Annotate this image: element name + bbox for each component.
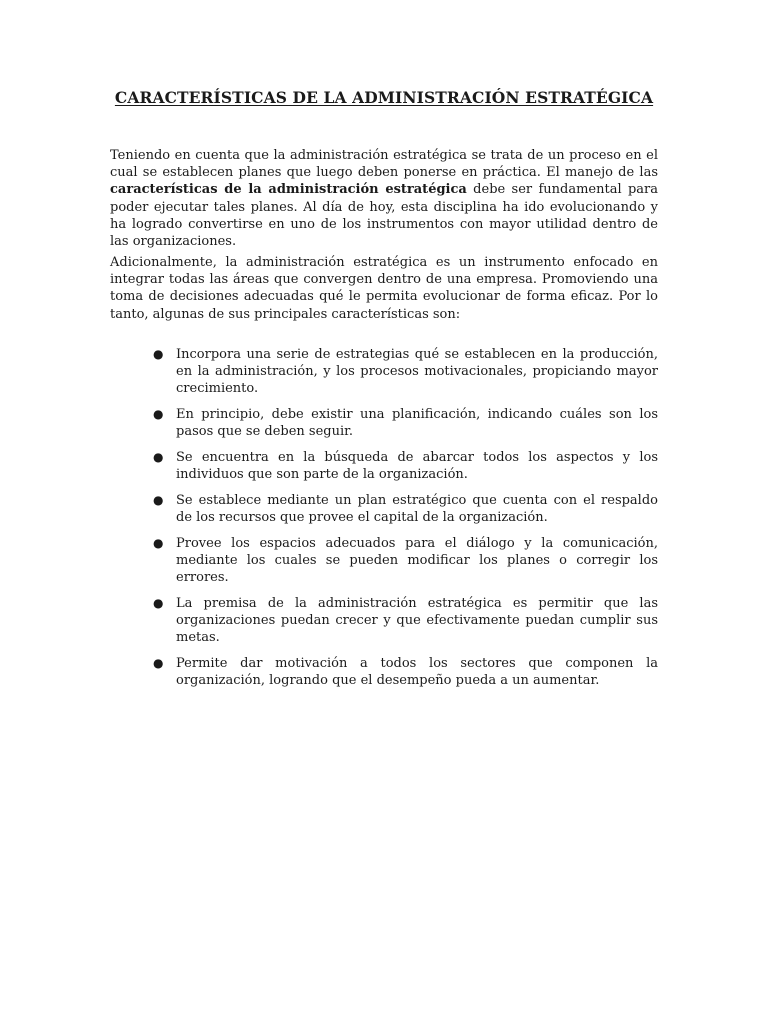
bullet-icon: ●: [153, 656, 164, 671]
list-item-text: Incorpora una serie de estrategias qué se establecen en la producción, en la administración, y los procesos motivacionales, propiciando mayor crecimiento.: [176, 347, 658, 397]
list-item-text: Permite dar motivación a todos los sectores que componen la organización, logrando que el desempeño pueda a un aumentar.: [176, 656, 658, 689]
list-item: [110, 346, 658, 398]
list-item-text: Provee los espacios adecuados para el diálogo y la comunicación, mediante los cuales se pueden modificar los planes o corregir los errores.: [176, 535, 658, 586]
characteristics-list: [110, 346, 658, 698]
intro-text-start: Teniendo en cuenta que la administración estratégica se trata de un proceso en el cual se establecen planes que luego deben ponerse en práctica. El manejo de las: [110, 148, 658, 181]
list-item-text: Se encuentra en la búsqueda de abarcar todos los aspectos y los individuos que son parte de la organización.: [176, 450, 658, 483]
intro-text-end: debe ser fundamental para poder ejecutar tales planes. Al día de hoy, esta disciplina ha ido evolucionando y ha logrado convertirse en uno de los instrumentos con mayor utilidad dentro de las organizaciones.: [110, 182, 658, 250]
list-item-text: En principio, debe existir una planificación, indicando cuáles son los pasos que se deben seguir.: [176, 407, 658, 440]
document-title: CARACTERÍSTICAS DE LA ADMINISTRACIÓN ESTRATÉGICA: [114, 88, 654, 107]
bullet-icon: ●: [153, 595, 164, 610]
intro-bold-phrase: características de la administración estratégica: [110, 182, 467, 198]
list-item-text: Se establece mediante un plan estratégico que cuenta con el respaldo de los recursos que provee el capital de la organización.: [176, 492, 658, 526]
intro-paragraph: [110, 147, 658, 250]
bullet-icon: ●: [153, 347, 164, 361]
list-item: [110, 595, 658, 647]
second-paragraph: Adicionalmente, la administración estratégica es un instrumento enfocado en integrar todas las áreas que convergen dentro de una empresa. Promoviendo una toma de decisiones adecuadas qué le permita evolucionar de forma eficaz. Por lo tanto, algunas de sus principales características son:: [110, 255, 658, 322]
bullet-icon: ●: [153, 450, 164, 465]
list-item: [110, 449, 658, 483]
bullet-icon: ●: [153, 535, 164, 550]
list-item: [110, 406, 658, 440]
list-item: [110, 535, 658, 587]
list-item: [110, 655, 658, 689]
list-item-text: La premisa de la administración estratégica es permitir que las organizaciones puedan crecer y que efectivamente puedan cumplir sus metas.: [176, 595, 658, 646]
bullet-icon: ●: [153, 407, 164, 422]
bullet-icon: ●: [153, 492, 164, 507]
list-item: [110, 492, 658, 526]
